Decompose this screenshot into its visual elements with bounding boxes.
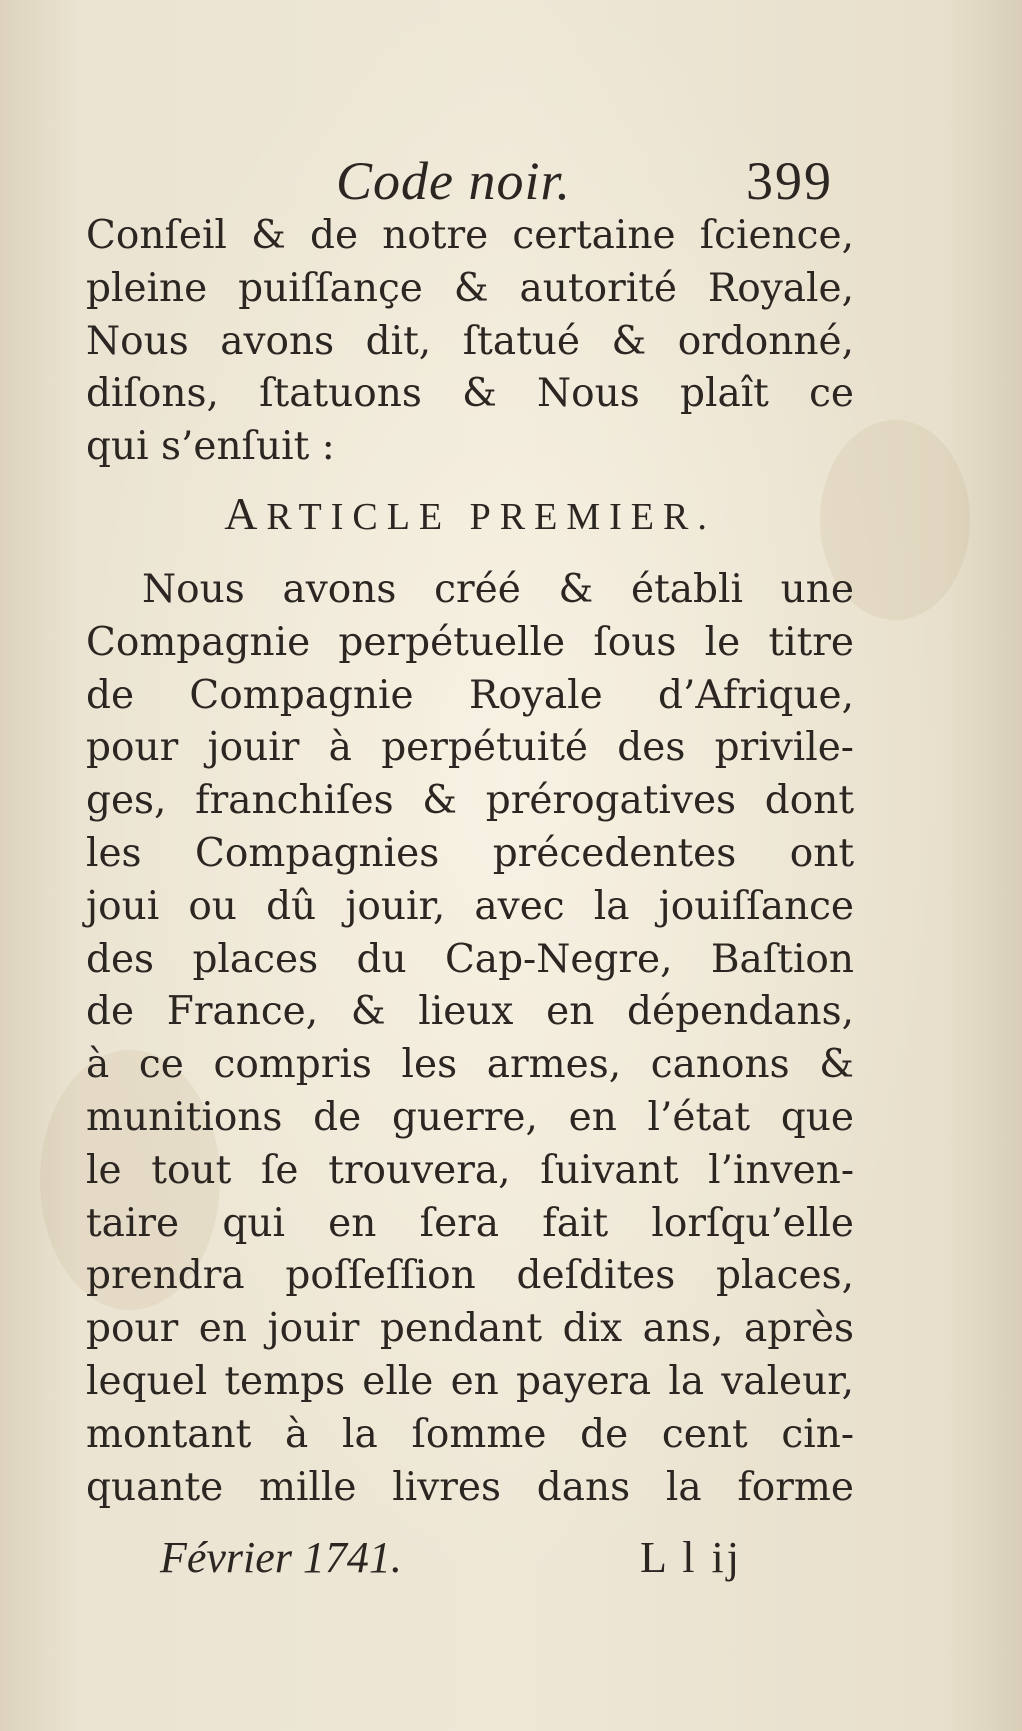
text-line: le tout ſe trouvera, ſuivant l’inven-: [86, 1147, 854, 1193]
text-line: des places du Cap-Negre, Baſtion: [86, 936, 854, 982]
text-line: lequel temps elle en payera la valeur,: [86, 1358, 854, 1404]
text-line: à ce compris les armes, canons &: [86, 1042, 854, 1088]
page-footer: [0, 1532, 1022, 1592]
text-line: Nous avons dit, ſtatué & ordonné,: [86, 318, 854, 364]
text-line: les Compagnies précedentes ont: [86, 830, 854, 876]
text-line: joui ou dû jouir, avec la jouiſſance: [86, 883, 854, 929]
body-text: [86, 210, 854, 1514]
text-line: Compagnie perpétuelle ſous le titre: [86, 619, 854, 665]
text-line: taire qui en ſera fait lorſqu’elle: [86, 1200, 854, 1246]
text-line: de France, & lieux en dépendans,: [86, 989, 854, 1035]
text-line: diſons, ſtatuons & Nous plaît ce: [86, 371, 854, 417]
page-number: 399: [746, 151, 833, 211]
text-line: pleine puiſſançe & autorité Royale,: [86, 265, 854, 311]
text-line: quante mille livres dans la forme: [86, 1464, 854, 1510]
signature-mark: L l ij: [640, 1533, 742, 1582]
article-heading-initial: A: [224, 487, 267, 539]
text-line: pour en jouir pendant dix ans, après: [86, 1306, 854, 1352]
text-line: Nous avons créé & établi une: [142, 566, 854, 612]
text-line: Conſeil & de notre certaine ſcience,: [86, 213, 854, 258]
text-line: de Compagnie Royale d’Afrique,: [86, 672, 854, 718]
article-heading-rest: RTICLE PREMIER.: [266, 495, 716, 538]
text-line: montant à la ſomme de cent cin-: [86, 1411, 854, 1457]
text-line: qui s’enſuit :: [86, 424, 335, 470]
footer-date: Février 1741.: [160, 1533, 402, 1582]
text-line: pour jouir à perpétuité des privile-: [86, 725, 854, 771]
article-heading: [86, 474, 854, 564]
text-line: ges, franchiſes & prérogatives dont: [86, 778, 854, 824]
text-line: prendra poſſeſſion deſdites places,: [86, 1253, 854, 1299]
running-title: Code noir.: [336, 151, 572, 211]
text-line: munitions de guerre, en l’état que: [86, 1094, 854, 1140]
